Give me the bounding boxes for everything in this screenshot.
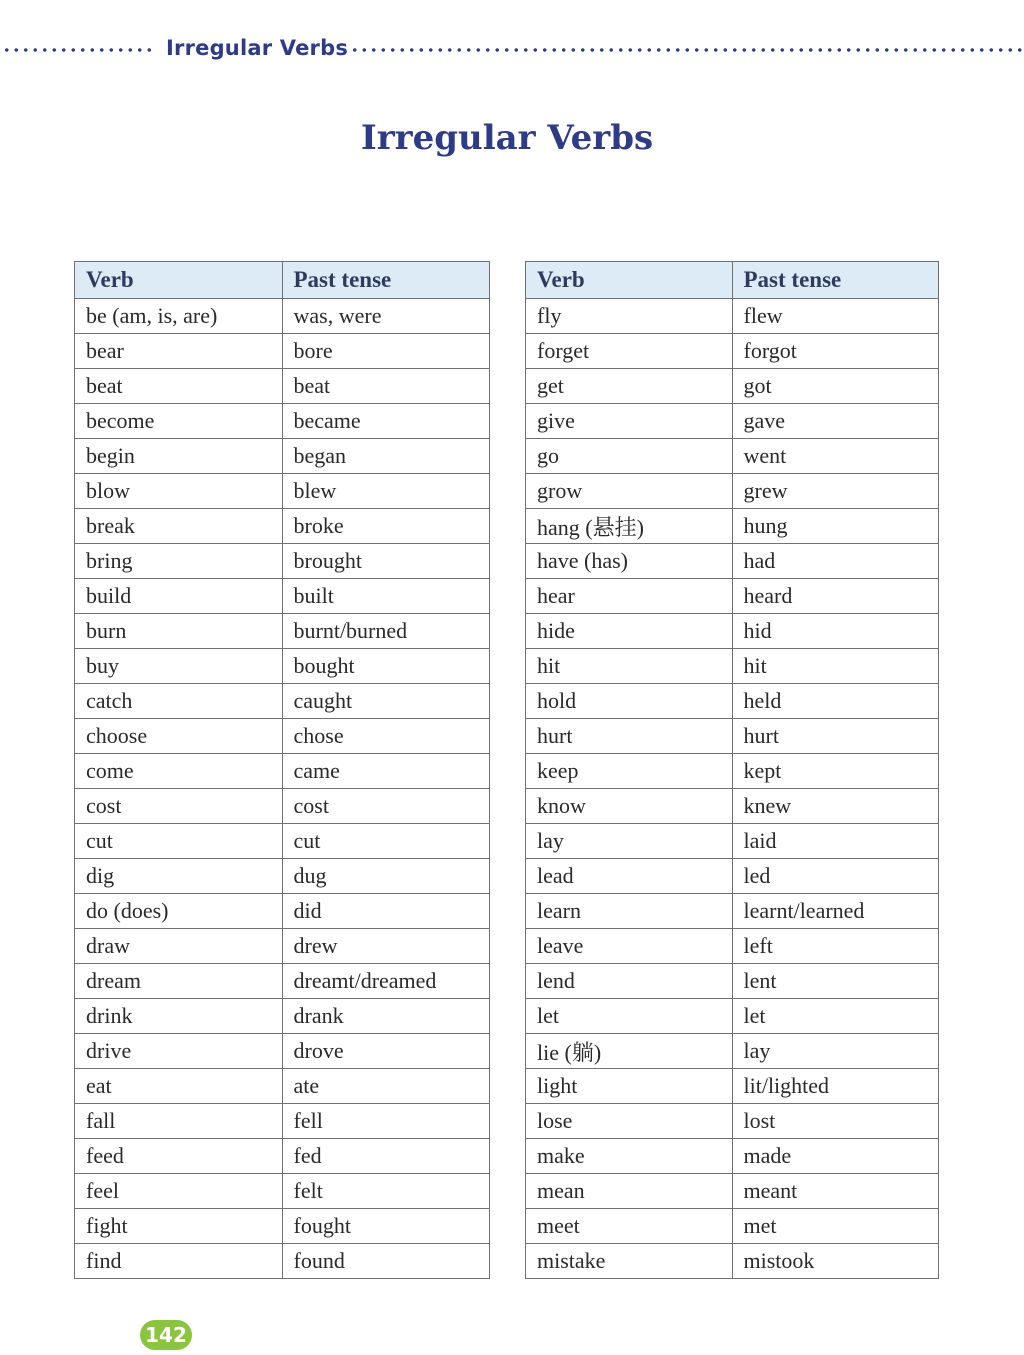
running-header: [0, 34, 1024, 64]
table-row: [526, 684, 939, 719]
verb-cell: blow: [75, 474, 283, 509]
verb-cell: buy: [75, 649, 283, 684]
table-row: [75, 1069, 490, 1104]
verb-cell: meet: [526, 1209, 733, 1244]
verb-cell: learn: [526, 894, 733, 929]
past-tense-cell: knew: [732, 789, 939, 824]
past-tense-cell: hung: [732, 509, 939, 544]
table-row: [526, 1209, 939, 1244]
verb-column-header: Verb: [526, 262, 733, 299]
table-row: [526, 1174, 939, 1209]
table-row: [526, 719, 939, 754]
past-tense-cell: led: [732, 859, 939, 894]
table-row: [526, 649, 939, 684]
table-row: [75, 334, 490, 369]
table-row: [526, 1034, 939, 1069]
table-row: [526, 789, 939, 824]
past-tense-cell: hid: [732, 614, 939, 649]
past-tense-cell: met: [732, 1209, 939, 1244]
verb-cell: hit: [526, 649, 733, 684]
verb-cell: catch: [75, 684, 283, 719]
page-number-badge: [140, 1320, 192, 1350]
verb-cell: break: [75, 509, 283, 544]
past-tense-cell: drove: [282, 1034, 490, 1069]
verb-cell: cut: [75, 824, 283, 859]
past-tense-cell: chose: [282, 719, 490, 754]
table-row: [75, 894, 490, 929]
verb-cell: lie (躺): [526, 1034, 733, 1069]
table-row: [75, 929, 490, 964]
table-row: [75, 1139, 490, 1174]
past-tense-cell: hurt: [732, 719, 939, 754]
past-tense-cell: began: [282, 439, 490, 474]
verb-cell: feed: [75, 1139, 283, 1174]
table-row: [75, 299, 490, 334]
verb-cell: burn: [75, 614, 283, 649]
verb-cell: keep: [526, 754, 733, 789]
table-row: [526, 299, 939, 334]
verb-table-right: [525, 261, 939, 1279]
past-tense-cell: found: [282, 1244, 490, 1279]
running-header-title: Irregular Verbs: [166, 36, 349, 60]
header-row: [75, 262, 490, 299]
past-tense-cell: lent: [732, 964, 939, 999]
verb-cell: cost: [75, 789, 283, 824]
verb-column-header: Verb: [75, 262, 283, 299]
past-tense-cell: kept: [732, 754, 939, 789]
past-tense-cell: lost: [732, 1104, 939, 1139]
past-tense-cell: came: [282, 754, 490, 789]
table-row: [526, 859, 939, 894]
verb-cell: hold: [526, 684, 733, 719]
verb-cell: grow: [526, 474, 733, 509]
past-tense-cell: dug: [282, 859, 490, 894]
verb-cell: drive: [75, 1034, 283, 1069]
page-number: 142: [145, 1323, 187, 1347]
verb-cell: hang (悬挂): [526, 509, 733, 544]
verb-cell: beat: [75, 369, 283, 404]
past-tense-cell: broke: [282, 509, 490, 544]
table-row: [75, 719, 490, 754]
verb-cell: have (has): [526, 544, 733, 579]
table-row: [526, 369, 939, 404]
verb-cell: choose: [75, 719, 283, 754]
verb-cell: light: [526, 1069, 733, 1104]
table-row: [75, 474, 490, 509]
verb-cell: be (am, is, are): [75, 299, 283, 334]
table-row: [526, 509, 939, 544]
verb-cell: bear: [75, 334, 283, 369]
verb-cell: let: [526, 999, 733, 1034]
past-tense-cell: lit/lighted: [732, 1069, 939, 1104]
verb-cell: mean: [526, 1174, 733, 1209]
dotted-rule-left: [2, 48, 152, 52]
verb-table-left: [74, 261, 490, 1279]
verb-cell: bring: [75, 544, 283, 579]
past-tense-cell: let: [732, 999, 939, 1034]
table-row: [526, 579, 939, 614]
table-row: [75, 1104, 490, 1139]
past-tense-cell: grew: [732, 474, 939, 509]
past-tense-cell: cost: [282, 789, 490, 824]
verb-cell: become: [75, 404, 283, 439]
past-tense-cell: drank: [282, 999, 490, 1034]
verb-cell: lend: [526, 964, 733, 999]
past-tense-cell: fed: [282, 1139, 490, 1174]
past-tense-column-header: Past tense: [732, 262, 939, 299]
past-tense-cell: held: [732, 684, 939, 719]
table-row: [75, 1174, 490, 1209]
verb-cell: drink: [75, 999, 283, 1034]
verb-cell: lay: [526, 824, 733, 859]
past-tense-cell: became: [282, 404, 490, 439]
verb-cell: give: [526, 404, 733, 439]
verb-cell: make: [526, 1139, 733, 1174]
verb-cell: feel: [75, 1174, 283, 1209]
past-tense-cell: fell: [282, 1104, 490, 1139]
table-row: [75, 1034, 490, 1069]
past-tense-cell: laid: [732, 824, 939, 859]
table-row: [526, 334, 939, 369]
table-row: [75, 789, 490, 824]
past-tense-cell: had: [732, 544, 939, 579]
past-tense-cell: lay: [732, 1034, 939, 1069]
past-tense-cell: went: [732, 439, 939, 474]
table-row: [526, 1139, 939, 1174]
past-tense-cell: dreamt/dreamed: [282, 964, 490, 999]
table-row: [75, 684, 490, 719]
past-tense-cell: gave: [732, 404, 939, 439]
table-row: [526, 894, 939, 929]
verb-cell: do (does): [75, 894, 283, 929]
past-tense-cell: flew: [732, 299, 939, 334]
table-row: [75, 439, 490, 474]
dotted-rule-right: [350, 48, 1022, 52]
past-tense-cell: ate: [282, 1069, 490, 1104]
verb-cell: know: [526, 789, 733, 824]
table-row: [526, 999, 939, 1034]
past-tense-cell: mistook: [732, 1244, 939, 1279]
verb-cell: get: [526, 369, 733, 404]
table-row: [526, 474, 939, 509]
past-tense-cell: made: [732, 1139, 939, 1174]
verb-cell: eat: [75, 1069, 283, 1104]
past-tense-cell: caught: [282, 684, 490, 719]
past-tense-cell: heard: [732, 579, 939, 614]
table-row: [526, 544, 939, 579]
past-tense-cell: was, were: [282, 299, 490, 334]
past-tense-cell: drew: [282, 929, 490, 964]
past-tense-cell: blew: [282, 474, 490, 509]
past-tense-column-header: Past tense: [282, 262, 490, 299]
past-tense-cell: forgot: [732, 334, 939, 369]
verb-cell: leave: [526, 929, 733, 964]
past-tense-cell: felt: [282, 1174, 490, 1209]
past-tense-cell: hit: [732, 649, 939, 684]
past-tense-cell: cut: [282, 824, 490, 859]
table-row: [75, 754, 490, 789]
table-row: [526, 1244, 939, 1279]
table-row: [75, 614, 490, 649]
past-tense-cell: built: [282, 579, 490, 614]
past-tense-cell: burnt/burned: [282, 614, 490, 649]
table-row: [75, 964, 490, 999]
table-row: [526, 1104, 939, 1139]
verb-cell: fly: [526, 299, 733, 334]
past-tense-cell: bore: [282, 334, 490, 369]
past-tense-cell: did: [282, 894, 490, 929]
past-tense-cell: learnt/learned: [732, 894, 939, 929]
verb-cell: hide: [526, 614, 733, 649]
verb-cell: draw: [75, 929, 283, 964]
table-row: [75, 859, 490, 894]
verb-cell: begin: [75, 439, 283, 474]
past-tense-cell: brought: [282, 544, 490, 579]
table-row: [75, 824, 490, 859]
table-row: [75, 579, 490, 614]
header-row: [526, 262, 939, 299]
table-row: [526, 754, 939, 789]
table-row: [75, 404, 490, 439]
table-row: [526, 929, 939, 964]
verb-cell: fall: [75, 1104, 283, 1139]
verb-cell: hear: [526, 579, 733, 614]
verb-cell: dream: [75, 964, 283, 999]
table-row: [526, 439, 939, 474]
verb-cell: come: [75, 754, 283, 789]
past-tense-cell: beat: [282, 369, 490, 404]
table-row: [75, 509, 490, 544]
table-row: [526, 404, 939, 439]
table-row: [75, 544, 490, 579]
verb-cell: find: [75, 1244, 283, 1279]
page-title: Irregular Verbs: [360, 118, 654, 158]
verb-cell: mistake: [526, 1244, 733, 1279]
verb-cell: hurt: [526, 719, 733, 754]
verb-cell: lead: [526, 859, 733, 894]
verb-cell: dig: [75, 859, 283, 894]
past-tense-cell: fought: [282, 1209, 490, 1244]
table-row: [526, 824, 939, 859]
past-tense-cell: left: [732, 929, 939, 964]
verb-cell: lose: [526, 1104, 733, 1139]
table-row: [526, 614, 939, 649]
table-row: [526, 964, 939, 999]
verb-cell: forget: [526, 334, 733, 369]
table-row: [75, 369, 490, 404]
past-tense-cell: bought: [282, 649, 490, 684]
verb-cell: go: [526, 439, 733, 474]
table-row: [75, 649, 490, 684]
verb-cell: build: [75, 579, 283, 614]
table-row: [75, 1244, 490, 1279]
verb-cell: fight: [75, 1209, 283, 1244]
table-row: [526, 1069, 939, 1104]
past-tense-cell: meant: [732, 1174, 939, 1209]
past-tense-cell: got: [732, 369, 939, 404]
table-row: [75, 999, 490, 1034]
table-row: [75, 1209, 490, 1244]
